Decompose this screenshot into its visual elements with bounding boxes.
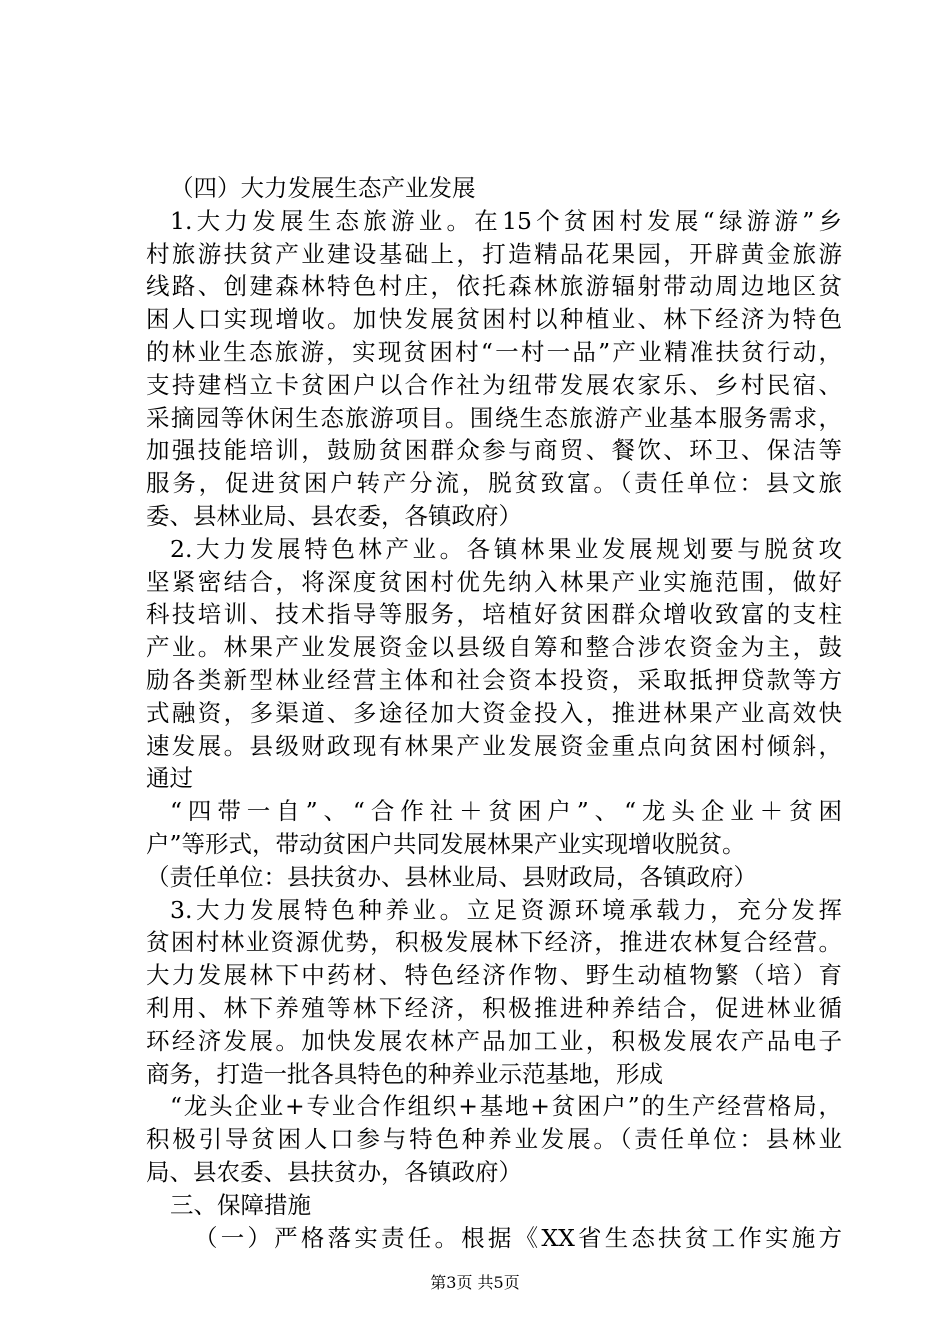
paragraph-line: “龙头企业+专业合作组织+基地+贫困户”的生产经营格局， [170,1092,842,1121]
section-heading: 三、保障措施 [170,1190,311,1219]
paragraph-line: 贫困村林业资源优势，积极发展林下经济，推进农林复合经营。 [146,928,842,957]
paragraph-line: 2.大力发展特色林产业。各镇林果业发展规划要与脱贫攻 [170,534,842,563]
paragraph-line: 大力发展林下中药材、特色经济作物、野生动植物繁（培）育 [146,961,842,990]
paragraph-line: 环经济发展。加快发展农林产品加工业，积极发展农产品电子 [146,1026,842,1055]
paragraph-line: 局、县农委、县扶贫办，各镇政府） [146,1157,522,1186]
paragraph-line: 励各类新型林业经营主体和社会资本投资，采取抵押贷款等方 [146,665,842,694]
paragraph-line: 村旅游扶贫产业建设基础上，打造精品花果园，开辟黄金旅游 [146,239,842,268]
paragraph-line: 科技培训、技术指导等服务，培植好贫困群众增收致富的支柱 [146,600,842,629]
paragraph-line: “四带一自”、“合作社＋贫困户”、“龙头企业＋贫困 [170,797,842,826]
paragraph-line: 商务，打造一批各具特色的种养业示范基地，形成 [146,1059,663,1088]
paragraph-line: （一）严格落实责任。根据《XX省生态扶贫工作实施方 [194,1223,842,1252]
paragraph-line: （责任单位：县扶贫办、县林业局、县财政局，各镇政府） [146,862,757,891]
paragraph-line: 利用、林下养殖等林下经济，积极推进种养结合，促进林业循 [146,993,842,1022]
paragraph-line: 支持建档立卡贫困户以合作社为纽带发展农家乐、乡村民宿、 [146,370,842,399]
paragraph-line: 坚紧密结合，将深度贫困村优先纳入林果产业实施范围，做好 [146,567,842,596]
paragraph-line: 采摘园等休闲生态旅游项目。围绕生态旅游产业基本服务需求， [146,403,842,432]
paragraph-line: 户”等形式，带动贫困户共同发展林果产业实现增收脱贫。 [146,829,746,858]
paragraph-line: 加强技能培训，鼓励贫困群众参与商贸、餐饮、环卫、保洁等 [146,436,842,465]
paragraph-line: 线路、创建森林特色村庄，依托森林旅游辐射带动周边地区贫 [146,272,842,301]
paragraph-line: 的林业生态旅游，实现贫困村“一村一品”产业精准扶贫行动， [146,337,842,366]
paragraph-line: 积极引导贫困人口参与特色种养业发展。（责任单位：县林业 [146,1125,842,1154]
paragraph-line: 1.大力发展生态旅游业。在15个贫困村发展“绿游游”乡 [170,206,842,235]
paragraph-line: 服务，促进贫困户转产分流，脱贫致富。（责任单位：县文旅 [146,469,842,498]
paragraph-line: 委、县林业局、县农委，各镇政府） [146,501,522,530]
paragraph-line: 式融资，多渠道、多途径加大资金投入，推进林果产业高效快 [146,698,842,727]
paragraph-line: 通过 [146,764,193,793]
document-body [146,172,842,1254]
section-heading: （四）大力发展生态产业发展 [170,174,476,202]
paragraph-line: 3.大力发展特色种养业。立足资源环境承载力，充分发挥 [170,895,842,924]
page-number-footer: 第3页 共5页 [430,1273,520,1292]
paragraph-line: 产业。林果产业发展资金以县级自筹和整合涉农资金为主，鼓 [146,633,842,662]
paragraph-line: 困人口实现增收。加快发展贫困村以种植业、林下经济为特色 [146,305,842,334]
paragraph-line: 速发展。县级财政现有林果产业发展资金重点向贫困村倾斜， [146,731,842,760]
